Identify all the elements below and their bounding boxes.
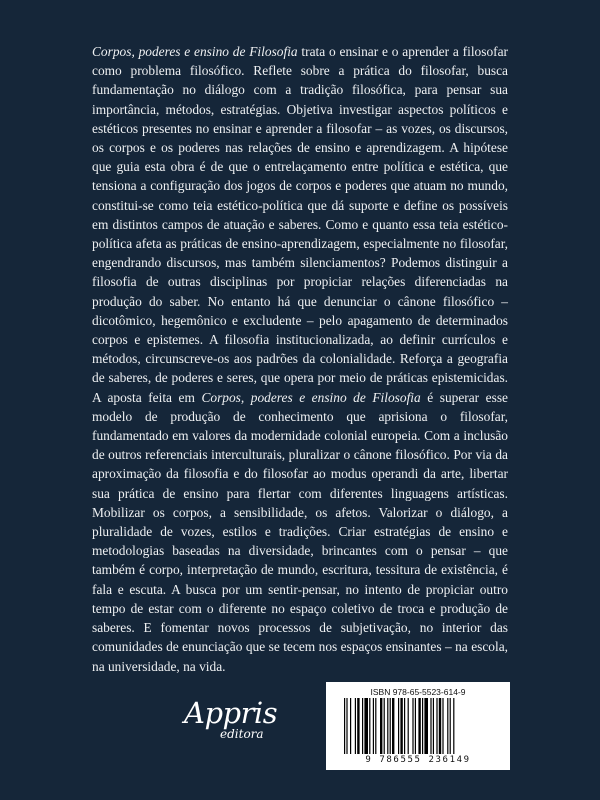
isbn-label: ISBN 978-65-5523-614-9 xyxy=(370,687,466,697)
barcode-bar xyxy=(442,698,443,754)
synopsis-part-2: é superar esse modelo de produção de conhecimento que aprisiona o filosofar, fundamentado em valores da modernidade colonial europeia. Com a inclusão de outros referenciais interculturais, pluralizar o cânone filosófico. Por via da aproximação da filosofia e do filosofar ao modus operandi da arte, libertar sua prática de ensino para flertar com diferentes linguagens artísticas. Mobilizar os corpos, a sensibilidade, os afetos. Valorizar o diálogo, a pluralidade de vozes, estilos e tradições. Criar estratégias de ensino e metodologias baseadas na diversidade, brincantes com o pensar – que também é corpo, interpretação de mundo, escritura, tessitura de existência, é fala e escuta. A busca por um sentir-pensar, no intento de propiciar outro tempo de estar com o diferente no espaço coletivo de troca e produção de saberes. E fomentar novos processos de subjetivação, no interior das comunidades de enunciação que se tecem nos espaços ensinantes – na escola, na universidade, na vida. xyxy=(92,389,508,674)
barcode-bar xyxy=(404,698,405,754)
barcode-bar xyxy=(380,698,382,754)
synopsis-part-1: trata o ensinar e o aprender a filosofar como problema filosófico. Reflete sobre a prática do filosofar, busca fundamentação no diálogo com a tradição filosófica, para pensar sua importância, métodos, estratégias. Objetiva investigar aspectos políticos e estéticos presentes no ensinar e aprender a filosofar – as vozes, os discursos, os corpos e os poderes nas relações de ensino e aprendizagem. A hipótese que guia esta obra é de que o entrelaçamento entre política e estética, que tensiona a configuração dos jogos de corpos e poderes que atuam no mundo, constitui-se como teia estético-política que dá suporte e define os possíveis em distintos campos de atuação e saberes. Como e quanto essa teia estético-política afeta as práticas de ensino-aprendizagem, especialmente no filosofar, engendrando discursos, mas também silenciamentos? Podemos distinguir a filosofia de outras disciplinas por propiciar relações diferenciadas na produção do saber. No entanto há que denunciar o cânone filosófico – dicotômico, hegemônico e excludente – pelo apagamento de determinados corpos e epistemes. A filosofia institucionalizada, ao definir currículos e métodos, circunscreve-os aos padrões da colonialidade. Reforça a geografia de saberes, de poderes e seres, que opera por meio de práticas epistemicidas. A aposta feita em xyxy=(92,44,508,405)
barcode-bar xyxy=(350,698,351,754)
barcode-bar xyxy=(346,698,347,754)
barcode-bar xyxy=(450,698,451,754)
book-title-mention: Corpos, poderes e ensino de Filosofia xyxy=(201,389,421,405)
barcode-bar xyxy=(412,698,413,754)
barcode-bar xyxy=(436,698,437,754)
barcode-bar xyxy=(362,698,363,754)
barcode-bar xyxy=(375,698,376,754)
isbn-barcode xyxy=(326,682,510,770)
publisher-logo xyxy=(178,696,294,752)
barcode-bar xyxy=(392,698,394,754)
barcode-bar xyxy=(387,698,388,754)
barcode-bar xyxy=(364,698,368,754)
barcode-bar xyxy=(384,698,385,754)
barcode-bars xyxy=(342,698,494,754)
barcode-bar xyxy=(357,698,359,754)
publisher-logo-sub: editora xyxy=(220,727,264,741)
barcode-bar xyxy=(415,698,416,754)
barcode-bar xyxy=(447,698,448,754)
barcode-bar xyxy=(355,698,356,754)
barcode-bar xyxy=(424,698,428,754)
barcode-bar xyxy=(453,698,454,754)
barcode-digits: 9 786555 236149 xyxy=(365,755,471,765)
barcode-bar xyxy=(398,698,399,754)
barcode-bar xyxy=(408,698,409,754)
barcode-bar xyxy=(418,698,420,754)
barcode-bar xyxy=(344,698,345,754)
barcode-bar xyxy=(430,698,431,754)
barcode-bar xyxy=(369,698,370,754)
book-title-mention: Corpos, poderes e ensino de Filosofia xyxy=(92,44,298,59)
barcode-bar xyxy=(439,698,441,754)
barcode-bar xyxy=(373,698,374,754)
publisher-logo-name: Appris xyxy=(184,696,278,730)
synopsis-text xyxy=(92,42,508,676)
barcode-bar xyxy=(433,698,434,754)
barcode-bar xyxy=(400,698,402,754)
barcode-bar xyxy=(422,698,423,754)
barcode-bar xyxy=(390,698,391,754)
